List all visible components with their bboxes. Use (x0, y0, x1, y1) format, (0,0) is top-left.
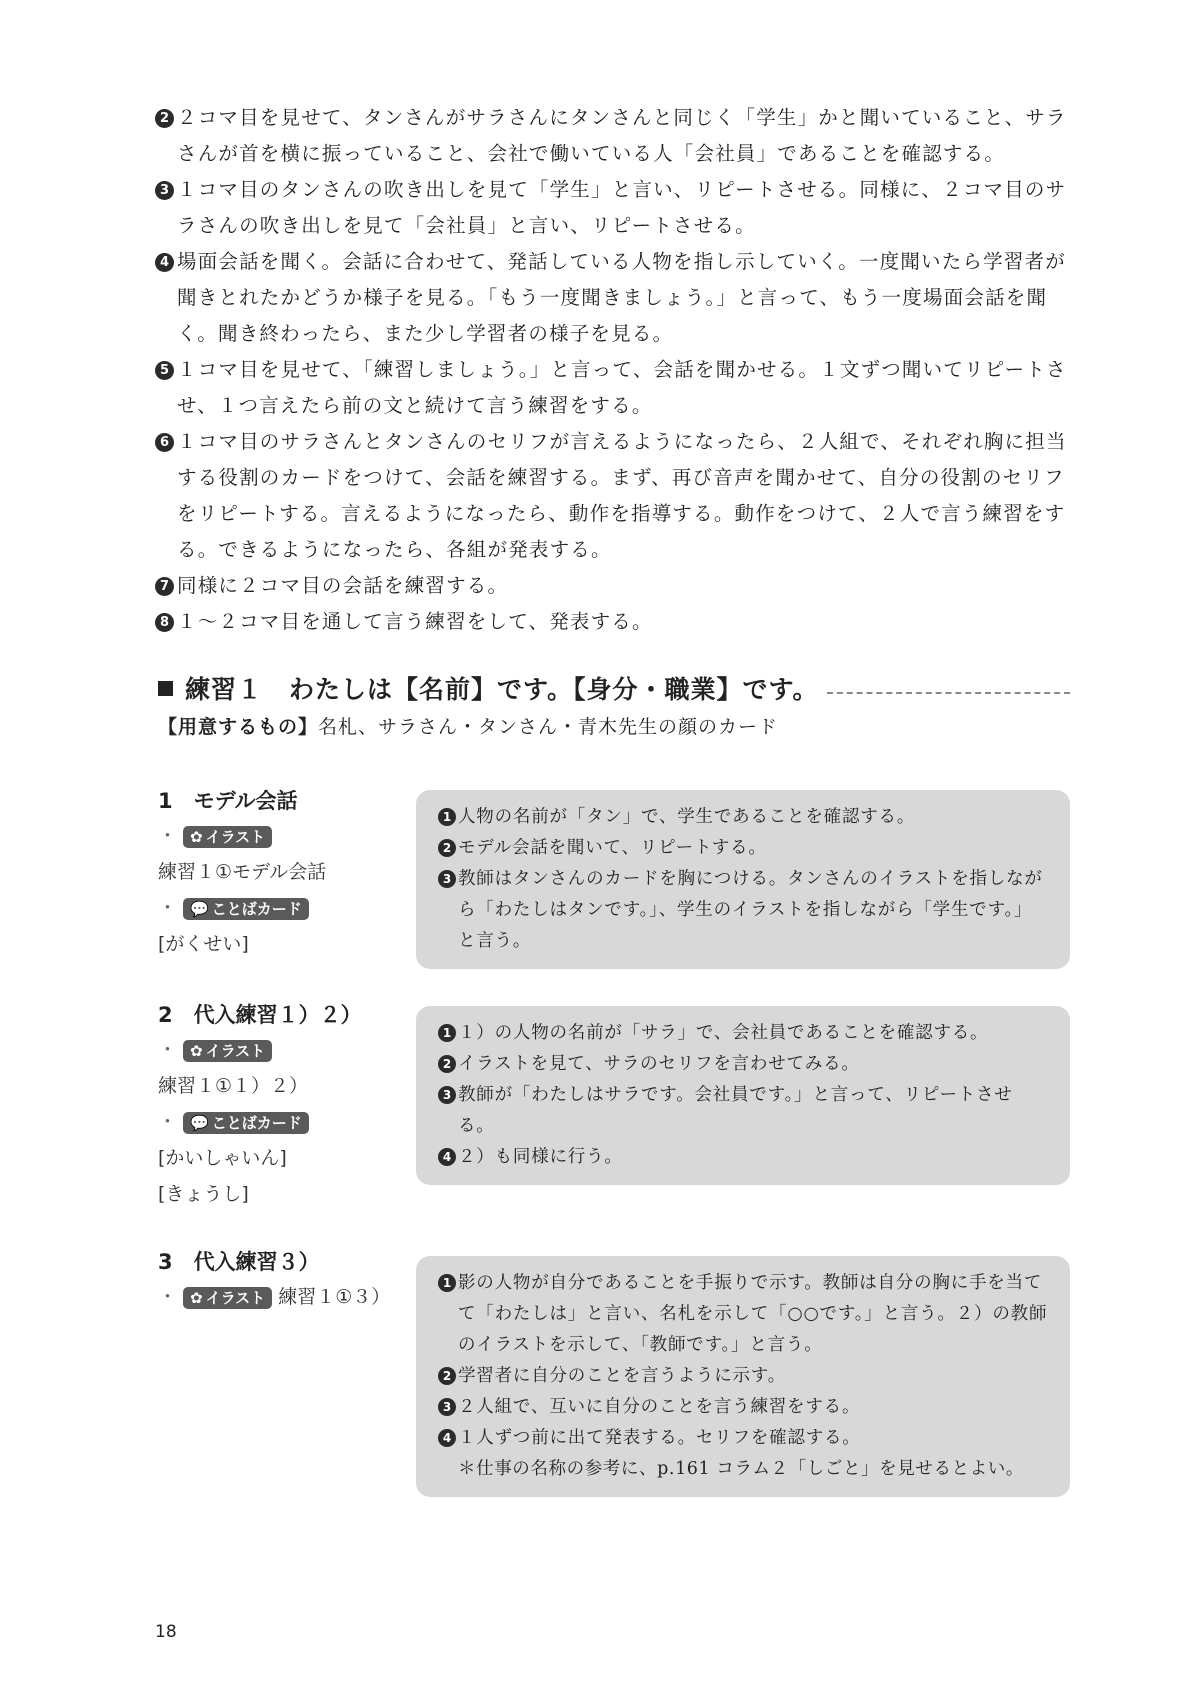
box-item: 1 影の人物が自分であることを手振りで示す。教師は自分の胸に手を当てて「わたしは」と言い、名札を示して「○○です。」と言う。２）の教師のイラストを示して、「教師です。」と言う。 (438, 1268, 1048, 1361)
materials-text: 名札、サラさん・タンさん・青木先生の顔のカード (318, 716, 779, 738)
step-number: 3 (155, 181, 174, 200)
word-card-tag: 💬 ことばカード (183, 898, 309, 920)
intro-step (155, 244, 1070, 352)
intro-steps (155, 100, 1070, 640)
intro-step (155, 172, 1070, 244)
intro-step (155, 352, 1070, 424)
item-number: 3 (438, 1086, 456, 1104)
step-text: 場面会話を聞く。会話に合わせて、発話している人物を指し示していく。一度聞いたら学習者が聞きとれたかどうか様子を見る。「もう一度聞きましょう。」と言って、もう一度場面会話を聞く。聞き終わったら、また少し学習者の様子を見る。 (177, 250, 1066, 345)
box-item: 2 学習者に自分のことを言うように示す。 (438, 1361, 1048, 1392)
section-title: 練習１ わたしは【名前】です。【身分・職業】です。 (185, 675, 819, 704)
illust-tag-row: ・ ✿ イラスト 練習１①３） (158, 1286, 391, 1308)
step-number: 4 (155, 253, 174, 272)
instruction-box-3 (416, 1256, 1070, 1497)
step-text: 同様に２コマ目の会話を練習する。 (177, 574, 509, 597)
step-text: １コマ目のサラさんとタンさんのセリフが言えるようになったら、２人組で、それぞれ胸に担当する役割のカードをつけて、会話を練習する。まず、再び音声を聞かせて、自分の役割のセリフをリピートする。言えるようになったら、動作を指導する。動作をつけて、２人で言う練習をする。できるようになったら、各組が発表する。 (177, 430, 1067, 561)
box-item: 3 教師が「わたしはサラです。会社員です。」と言って、リピートさせる。 (438, 1080, 1048, 1142)
illust-reference: 練習１①モデル会話 (158, 861, 327, 883)
item-number: 1 (438, 1024, 456, 1042)
box-item: 2 イラストを見て、サラのセリフを言わせてみる。 (438, 1049, 1048, 1080)
illust-reference: 練習１①３） (278, 1286, 391, 1308)
item-number: 2 (438, 1367, 456, 1385)
illust-tag: ✿ イラスト (183, 1040, 272, 1062)
step-text: １コマ目のタンさんの吹き出しを見て「学生」と言い、リピートさせる。同様に、２コマ目のサラさんの吹き出しを見て「会社員」と言い、リピートさせる。 (177, 178, 1067, 237)
dashed-divider (827, 692, 1070, 694)
illust-tag: ✿ イラスト (183, 826, 272, 848)
step-number: 7 (155, 577, 174, 596)
square-bullet-icon (158, 681, 173, 696)
illust-reference: 練習１①１）２） (158, 1075, 309, 1097)
item-number: 3 (438, 870, 456, 888)
flower-icon: ✿ (190, 827, 203, 846)
materials-label: 【用意するもの】 (158, 716, 319, 738)
block-title: 2 代入練習１）２） (158, 1003, 362, 1027)
word-card: [かいしゃいん] (158, 1147, 287, 1169)
item-number: 1 (438, 1274, 456, 1292)
word-card: [がくせい] (158, 933, 249, 955)
box-item: 3 教師はタンさんのカードを胸につける。タンさんのイラストを指しながら「わたしはタンです。」、学生のイラストを指しながら「学生です。」と言う。 (438, 864, 1048, 957)
box-item: 4 ２）も同様に行う。 (438, 1142, 1048, 1173)
instruction-box-1 (416, 790, 1070, 969)
materials-line (158, 712, 778, 739)
exercise-block-2 (158, 998, 408, 1212)
step-text: １コマ目を見せて、「練習しましょう。」と言って、会話を聞かせる。１文ずつ聞いてリピートさせ、１つ言えたら前の文と続けて言う練習をする。 (177, 358, 1067, 417)
illust-tag-row: ・ ✿ イラスト (158, 1032, 408, 1068)
box-note: ＊仕事の名称の参考に、p.161 コラム２「しごと」を見せるとよい。 (458, 1459, 1024, 1479)
item-number: 2 (438, 839, 456, 857)
card-tag-row: ・ 💬 ことばカード (158, 890, 408, 926)
step-number: 6 (155, 433, 174, 452)
speech-bubble-icon: 💬 (190, 899, 209, 918)
page-number: 18 (155, 1622, 177, 1642)
block-title: 1 モデル会話 (158, 789, 298, 813)
word-card-tag: 💬 ことばカード (183, 1112, 309, 1134)
section-heading (158, 668, 1070, 708)
box-item: 2 モデル会話を聞いて、リピートする。 (438, 833, 1048, 864)
item-number: 3 (438, 1398, 456, 1416)
illust-tag-row: ・ ✿ イラスト (158, 818, 408, 854)
item-number: 4 (438, 1429, 456, 1447)
word-card: [きょうし] (158, 1183, 249, 1205)
block-title: 3 代入練習３） (158, 1250, 320, 1274)
intro-step (155, 604, 1070, 640)
flower-icon: ✿ (190, 1288, 203, 1307)
speech-bubble-icon: 💬 (190, 1113, 209, 1132)
illust-tag: ✿ イラスト (183, 1287, 272, 1309)
intro-step (155, 424, 1070, 568)
instruction-box-2 (416, 1006, 1070, 1185)
intro-step (155, 100, 1070, 172)
box-item: 1 １）の人物の名前が「サラ」で、会社員であることを確認する。 (438, 1018, 1048, 1049)
item-number: 1 (438, 808, 456, 826)
exercise-block-1 (158, 784, 408, 962)
card-tag-row: ・ 💬 ことばカード (158, 1104, 408, 1140)
exercise-block-3 (158, 1245, 408, 1315)
step-text: １～２コマ目を通して言う練習をして、発表する。 (177, 610, 653, 633)
flower-icon: ✿ (190, 1041, 203, 1060)
box-item: 4 １人ずつ前に出て発表する。セリフを確認する。 (438, 1423, 1048, 1454)
box-item: 3 ２人組で、互いに自分のことを言う練習をする。 (438, 1392, 1048, 1423)
step-number: 5 (155, 361, 174, 380)
item-number: 2 (438, 1055, 456, 1073)
step-number: 2 (155, 109, 174, 128)
intro-step (155, 568, 1070, 604)
box-item: 1 人物の名前が「タン」で、学生であることを確認する。 (438, 802, 1048, 833)
item-number: 4 (438, 1148, 456, 1166)
step-number: 8 (155, 613, 174, 632)
step-text: ２コマ目を見せて、タンさんがサラさんにタンさんと同じく「学生」かと聞いていること、サラさんが首を横に振っていること、会社で働いている人「会社員」であることを確認する。 (177, 106, 1067, 165)
